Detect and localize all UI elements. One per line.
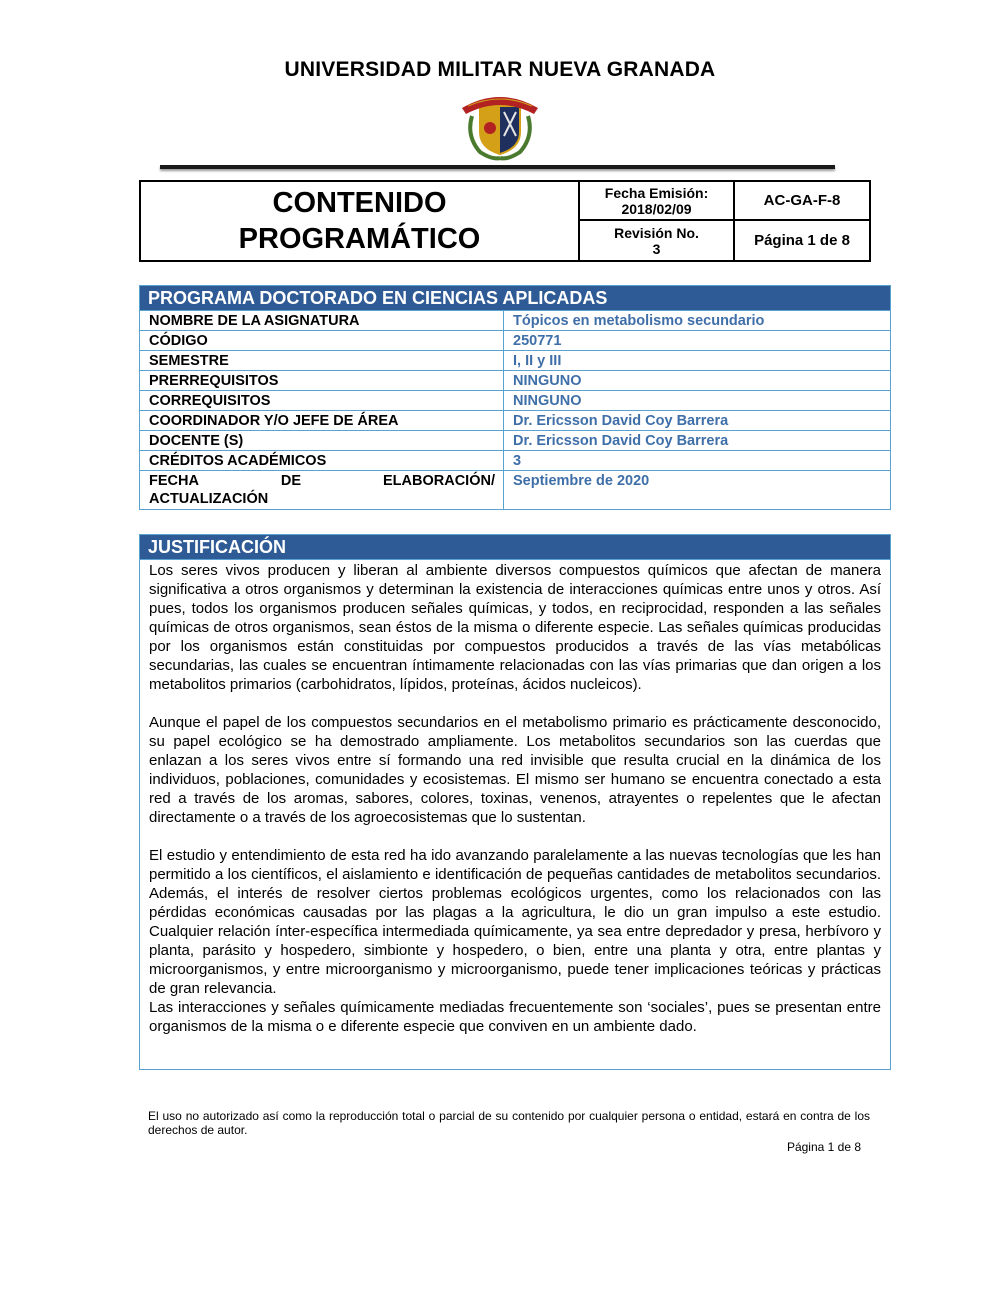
issue-date-cell: Fecha Emisión: 2018/02/09 xyxy=(578,182,733,221)
document-title: CONTENIDO PROGRAMÁTICO xyxy=(238,187,481,255)
paragraph: Las interacciones y señales químicamente mediadas frecuentemente son ‘sociales’, pues se presentan entre organismos de la misma o e diferente especie que conviven en un ambiente dado. xyxy=(149,999,881,1035)
table-row: CÓDIGO 250771 xyxy=(140,331,890,351)
table-row: COORDINADOR Y/O JEFE DE ÁREA Dr. Ericsson David Coy Barrera xyxy=(140,411,890,431)
copyright-notice: El uso no autorizado así como la reproducción total o parcial de su contenido por cualquier persona o entidad, estará en contra de los derechos de autor. xyxy=(148,1109,870,1137)
revision-cell: Revisión No. 3 xyxy=(578,221,733,260)
table-row: CRÉDITOS ACADÉMICOS 3 xyxy=(140,451,890,471)
program-title: PROGRAMA DOCTORADO EN CIENCIAS APLICADAS xyxy=(140,286,890,311)
footer-page-number: Página 1 de 8 xyxy=(786,1140,861,1154)
document-code: AC-GA-F-8 xyxy=(733,182,869,221)
paragraph: El estudio y entendimiento de esta red ha ido avanzando paralelamente a las nuevas tecnologías que les han permitido a los científicos, el aislamiento e identificación de pequeñas cantidades de metabolitos secundarios. Además, el interés de resolver ciertos problemas ecológicos urgentes, como los relacionados con las pérdidas económicas causadas por las plagas a la agricultura, le dio un gran impulso a este estudio. Cualquier relación ínter-específica intermediada químicamente, ya sea entre depredador y presa, herbívoro y planta, parásito y hospedero, simbionte y hospedero, o bien, entre una planta y otra, entre plantas y microorganismos, y entre microorganismo y microorganismo, puede tener implicaciones teóricas y prácticas de gran relevancia. xyxy=(149,847,881,997)
paragraph: Los seres vivos producen y liberan al ambiente diversos compuestos químicos que afectan de manera significativa a otros organismos y determinan la existencia de interacciones químicas entre unos y otros. Así pues, todos los organismos producen señales químicas, y todos, en reciprocidad, responden a las señales químicas de otros organismos, sean éstos de la misma o diferente especie. Las señales químicas producidas por los organismos están constituidas por compuestos producidos a través de las vías metabólicas secundarias, las cuales se encuentran íntimamente relacionadas con las vías primarias que dan origen a los metabolitos primarios (carbohidratos, lípidos, proteínas, ácidos nucleicos). xyxy=(149,562,881,693)
table-row: DOCENTE (S) Dr. Ericsson David Coy Barrera xyxy=(140,431,890,451)
table-row: SEMESTRE I, II y III xyxy=(140,351,890,371)
header-divider xyxy=(160,165,835,169)
university-crest-icon xyxy=(458,86,542,162)
table-row: NOMBRE DE LA ASIGNATURA Tópicos en metabolismo secundario xyxy=(140,311,890,331)
justification-body xyxy=(140,560,890,1036)
header-page-number: Página 1 de 8 xyxy=(733,221,869,260)
document-header xyxy=(139,180,871,262)
university-name: UNIVERSIDAD MILITAR NUEVA GRANADA xyxy=(284,58,716,81)
paragraph: Aunque el papel de los compuestos secundarios en el metabolismo primario es prácticamente desconocido, su papel ecológico se ha demostrado ampliamente. Los metabolitos secundarios son las cuerdas que enlazan a los seres vivos entre sí formando una red invisible que resulta crucial en la dinámica de los individuos, poblaciones, comunidades y ecosistemas. El mismo ser humano se encuentra conectado a esta red a través de los aromas, sabores, colores, toxinas, venenos, atrayentes o repelentes que le afectan directamente o a través de los agroecosistemas que lo sustentan. xyxy=(149,714,881,826)
table-row: CORREQUISITOS NINGUNO xyxy=(140,391,890,411)
program-table xyxy=(139,285,891,510)
justification-section xyxy=(139,534,891,1070)
table-row: FECHA DE ELABORACIÓN/ ACTUALIZACIÓN Septiembre de 2020 xyxy=(140,471,890,509)
justification-title: JUSTIFICACIÓN xyxy=(140,535,890,560)
table-row: PRERREQUISITOS NINGUNO xyxy=(140,371,890,391)
